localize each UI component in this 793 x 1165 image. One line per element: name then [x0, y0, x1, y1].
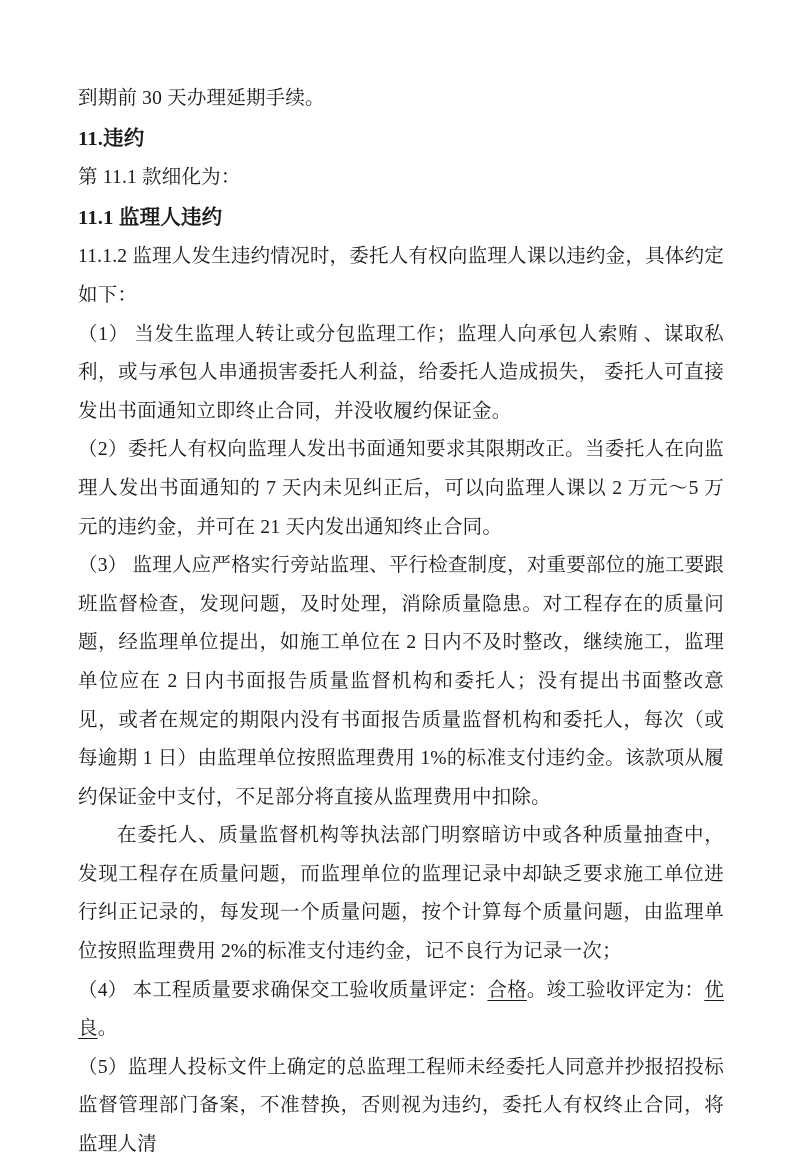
heading-11-1-supervisor-breach — [78, 199, 724, 238]
para-clause-11-1-refined — [78, 159, 724, 198]
heading-11-breach — [78, 120, 724, 159]
para-renewal-deadline — [78, 80, 724, 119]
para-quality-inspection — [78, 817, 724, 971]
text-run: （2）委托人有权向监理人发出书面通知要求其限期改正。当委托人在向监理人发出书面通知的 7 天内未见纠正后，可以向监理人课以 2 万元～5 万元的违约金，并可在 21 天内发出通知终止合同。 — [78, 439, 724, 538]
text-run: 。竣工验收评定为： — [526, 979, 705, 1001]
para-item-1 — [78, 316, 724, 432]
text-run: （1） 当发生监理人转让或分包监理工作；监理人向承包人索贿 、谋取私利，或与承包人串通损害委托人利益，给委托人造成损失， 委托人可直接发出书面通知立即终止合同，并没收履约保证金。 — [78, 323, 724, 422]
text-run: 11.1.2 监理人发生违约情况时，委托人有权向监理人课以违约金，具体约定如下： — [78, 246, 724, 306]
para-item-2 — [78, 431, 724, 547]
para-item-4 — [78, 972, 724, 1049]
para-11-1-2-intro — [78, 238, 724, 315]
para-item-3 — [78, 547, 724, 817]
text-run: 第 11.1 款细化为： — [78, 167, 241, 189]
underlined-value: 合格 — [487, 979, 527, 1001]
text-run: （3） 监理人应严格实行旁站监理、平行检查制度，对重要部位的施工要跟班监督检查，发现问题，及时处理，消除质量隐患。对工程存在的质量问题，经监理单位提出，如施工单位在 2 日内不及时整改，继续施工，监理单位应在 2 日内书面报告质量监督机构和委托人；没有提出书面整改意见，或者在规定的期限内没有书面报告质量监督机构和委托人，每次（或每逾期 1 日）由监理单位按照监理费用 1%的标准支付违约金。该款项从履约保证金中支付，不足部分将直接从监理费用中扣除。 — [78, 555, 724, 808]
text-run: 11.1 监理人违约 — [78, 206, 223, 229]
text-run: 。 — [97, 1018, 118, 1040]
document-body — [78, 80, 724, 1165]
text-run: 到期前 30 天办理延期手续。 — [78, 88, 325, 109]
text-run: （5）监理人投标文件上确定的总监理工程师未经委托人同意并抄报招投标监督管理部门备案，不准替换，否则视为违约，委托人有权终止合同，将监理人清 — [78, 1056, 724, 1156]
text-run: （4） 本工程质量要求确保交工验收质量评定： — [78, 979, 488, 1001]
text-run: 11.违约 — [78, 127, 145, 150]
para-item-5 — [78, 1049, 724, 1165]
text-run: 在委托人、质量监督机构等执法部门明察暗访中或各种质量抽查中，发现工程存在质量问题，而监理单位的监理记录中却缺乏要求施工单位进行纠正记录的，每发现一个质量问题，按个计算每个质量问题，由监理单位按照监理费用 2%的标准支付违约金，记不良行为记录一次； — [78, 825, 724, 963]
underlined-value: 优良 — [78, 979, 724, 1040]
